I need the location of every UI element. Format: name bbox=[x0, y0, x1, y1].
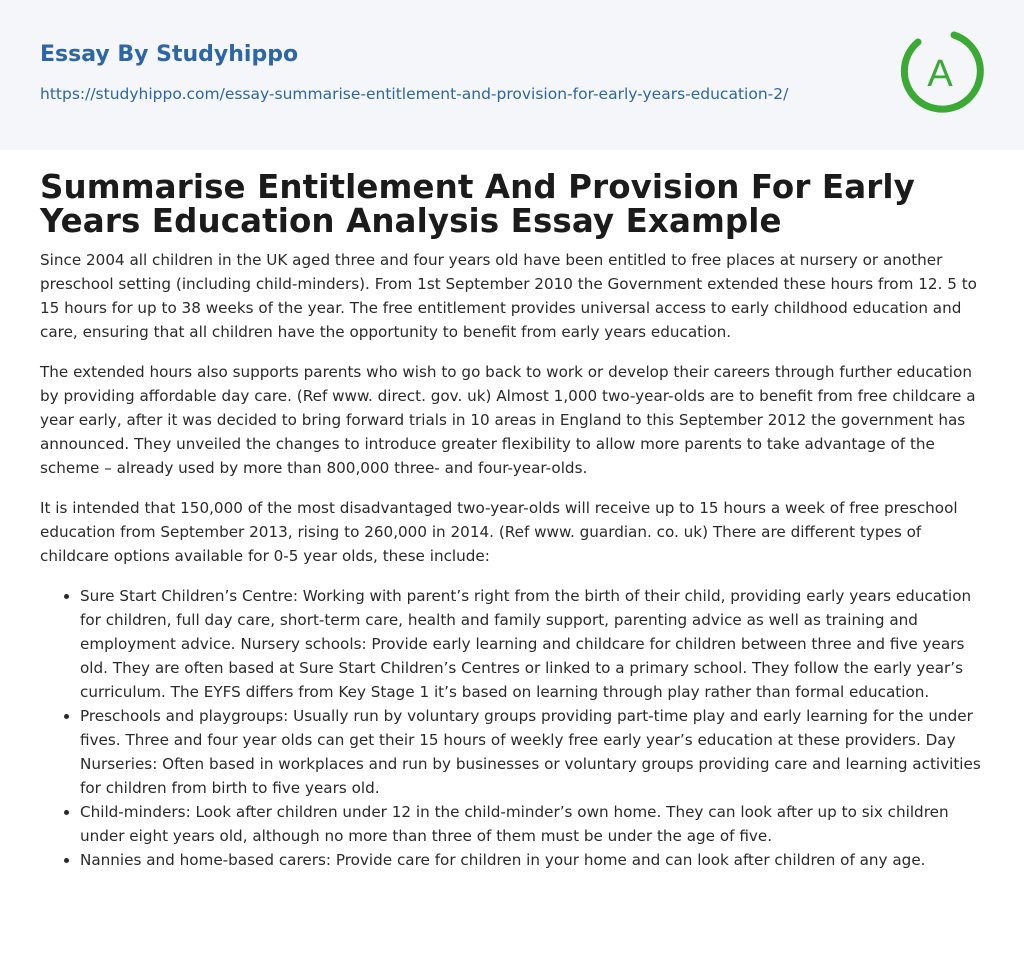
article bbox=[40, 170, 984, 872]
list-item: • Child-minders: Look after children under 12 in the child-minder’s own home. They can look after up to six children under eight years old, although no more than three of them must be under the age of five. bbox=[80, 800, 984, 848]
paragraph-2: The extended hours also supports parents who wish to go back to work or develop their careers through further education by providing affordable day care. (Ref www. direct. gov. uk) Almost 1,000 two-year-olds are to benefit from free childcare a year early, after it was decided to bring forward trials in 10 areas in England to this September 2012 the government has announced. They unveiled the changes to introduce greater flexibility to allow more parents to take advantage of the scheme – already used by more than 800,000 three- and four-year-olds. bbox=[40, 363, 976, 477]
list-item: • Sure Start Children’s Centre: Working with parent’s right from the birth of their child, providing early years education for children, full day care, short-term care, health and family support, parenting advice as well as training and employment advice. Nursery schools: Provide early learning and childcare for children between three and five years old. They are often based at Sure Start Children’s Centres or linked to a primary school. They follow the early year’s curriculum. The EYFS differs from Key Stage 1 it’s based on learning through play rather than formal education. bbox=[80, 584, 984, 704]
logo-letter: A bbox=[927, 53, 953, 95]
paragraph-1: Since 2004 all children in the UK aged three and four years old have been entitled to free places at nursery or another preschool setting (including child-minders). From 1st September 2010 the Government extended these hours from 12. 5 to 15 hours for up to 38 weeks of the year. The free entitlement provides universal access to early childhood education and care, ensuring that all children have the opportunity to benefit from early years education. bbox=[40, 251, 977, 341]
source-url-link[interactable]: https://studyhippo.com/essay-summarise-entitlement-and-provision-for-early-years-education-2/ bbox=[40, 85, 789, 103]
childcare-options-list bbox=[40, 584, 984, 872]
site-title[interactable]: Essay By Studyhippo bbox=[40, 42, 299, 67]
studyhippo-logo-icon[interactable] bbox=[896, 26, 988, 118]
list-item: • Nannies and home-based carers: Provide care for children in your home and can look after children of any age. bbox=[80, 848, 984, 872]
page-title: Summarise Entitlement And Provision For Early Years Education Analysis Essay Example bbox=[40, 168, 915, 240]
list-item: • Preschools and playgroups: Usually run by voluntary groups providing part-time play and early learning for the under fives. Three and four year olds can get their 15 hours of weekly free early year’s education at these providers. Day Nurseries: Often based in workplaces and run by businesses or voluntary groups providing care and learning activities for children from birth to five years old. bbox=[80, 704, 984, 800]
paragraph-3: It is intended that 150,000 of the most disadvantaged two-year-olds will receive up to 15 hours a week of free preschool education from September 2013, rising to 260,000 in 2014. (Ref www. guardian. co. uk) There are different types of childcare options available for 0-5 year olds, these include: bbox=[40, 499, 958, 565]
site-header bbox=[0, 0, 1024, 150]
